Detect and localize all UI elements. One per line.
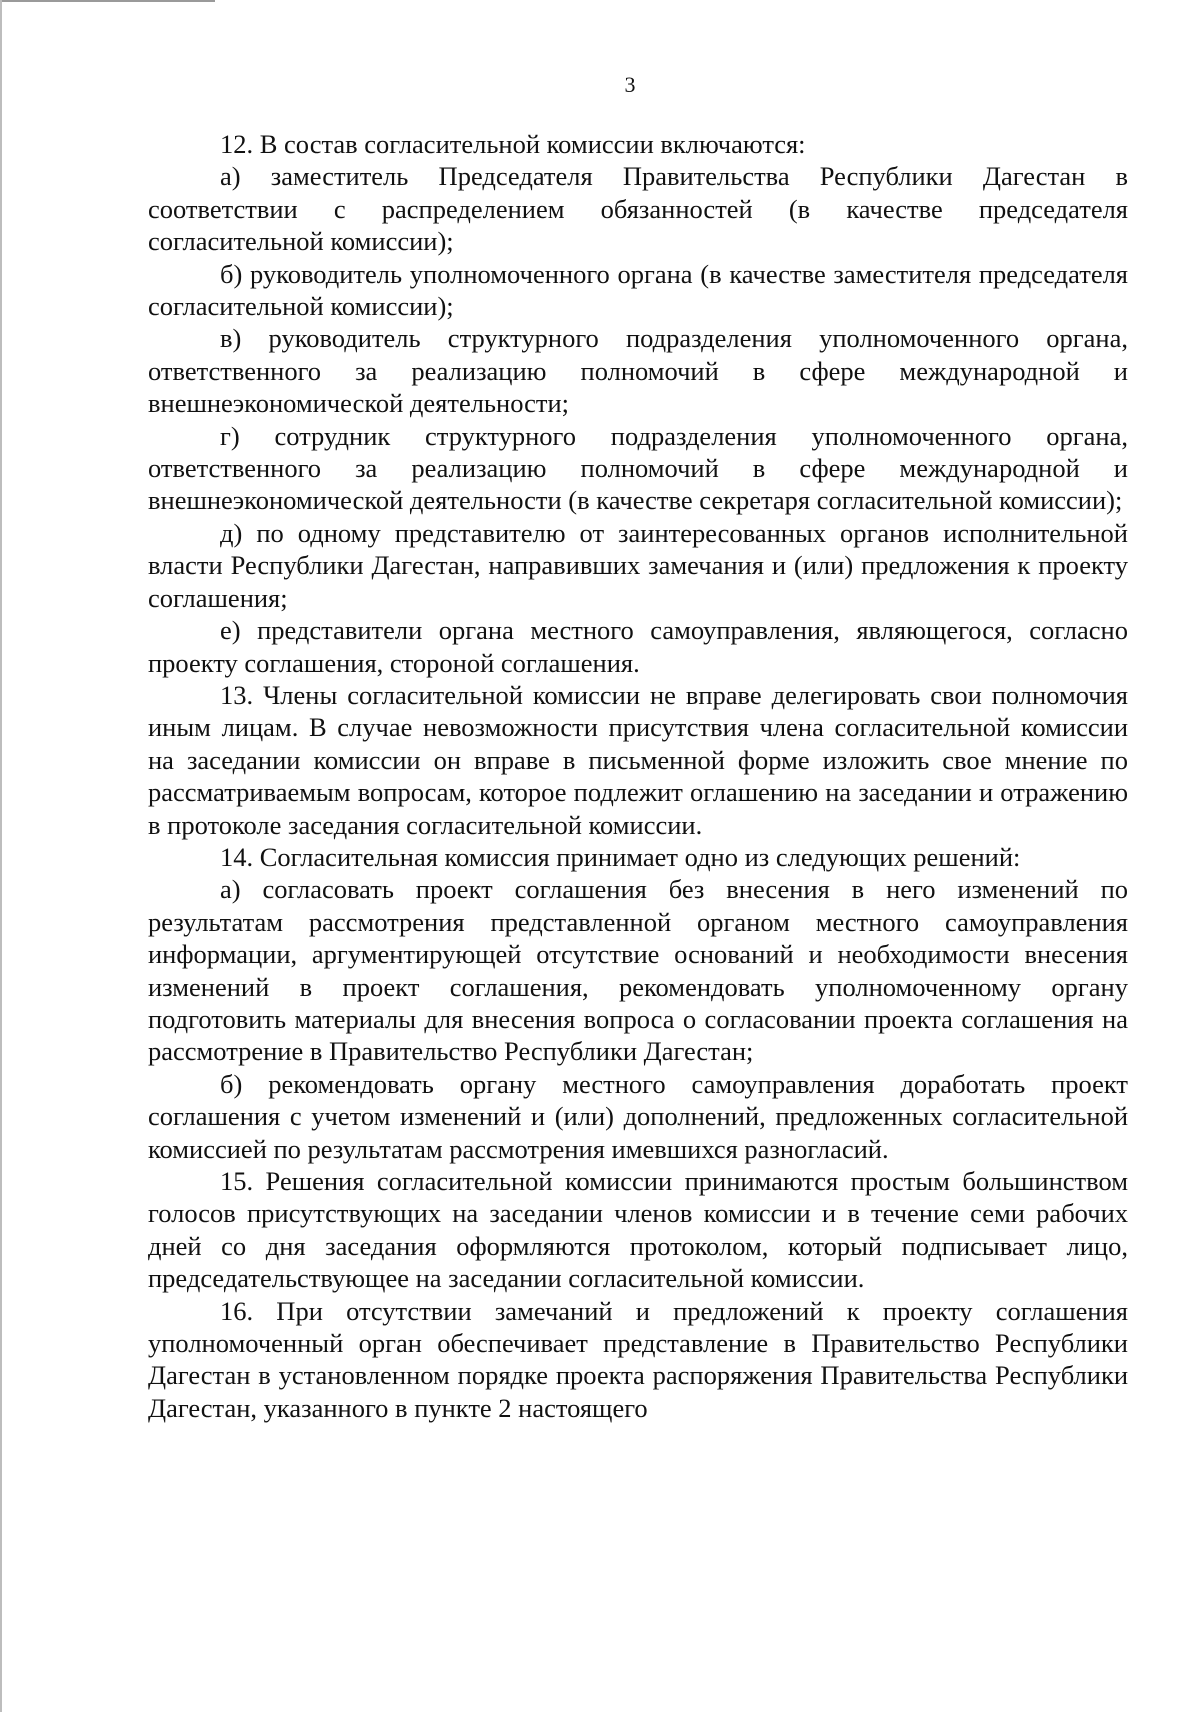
paragraph-13: 13. Члены согласительной комиссии не вправе делегировать свои полномочия иным лицам. В случае невозможности присутствия члена согласительной комиссии на заседании комиссии он вправе в письменной форме изложить свое мнение по рассматриваемым вопросам, которое подлежит оглашению на заседании и отражению в протоколе заседания согласительной комиссии. [148,679,1128,840]
paragraph-14a: а) согласовать проект соглашения без внесения в него изменений по результатам рассмотрения представленной органом местного самоуправления информации, аргументирующей отсутствие оснований и необходимости внесения изменений в проект соглашения, рекомендовать уполномоченному органу подготовить материалы для внесения вопроса о согласовании проекта соглашения на рассмотрение в Правительство Республики Дагестан; [148,874,1128,1067]
paragraph-14b: б) рекомендовать органу местного самоуправления доработать проект соглашения с учетом изменений и (или) дополнений, предложенных согласительной комиссией по результатам рассмотрения имевшихся разногласий. [148,1068,1128,1164]
paragraph-12a: а) заместитель Председателя Правительства Республики Дагестан в соответствии с распределением обязанностей (в качестве председателя согласительной комиссии); [148,161,1128,257]
page-number: 3 [624,72,636,97]
paragraph-12e: е) представители органа местного самоуправления, являющегося, согласно проекту соглашения, стороной соглашения. [148,615,1128,678]
paragraph-14-heading: 14. Согласительная комиссия принимает одно из следующих решений: [220,841,1021,872]
scan-edge-top [0,0,215,2]
paragraph-12d: д) по одному представителю от заинтересованных органов исполнительной власти Республики Дагестан, направивших замечания и (или) предложения к проекту соглашения; [148,517,1128,613]
paragraph-12-heading: 12. В состав согласительной комиссии включаются: [220,129,806,159]
paragraph-12b: б) руководитель уполномоченного органа (в качестве заместителя председателя согласительной комиссии); [148,258,1128,322]
scan-edge-left [0,0,2,1712]
paragraph-16: 16. При отсутствии замечаний и предложений к проекту соглашения уполномоченный орган обеспечивает представление в Правительство Республики Дагестан в установленном порядке проекта распоряжения Правительства Республики Дагестан, указанного в пункте 2 настоящего [148,1295,1128,1423]
paragraph-12g: г) сотрудник структурного подразделения уполномоченного органа, ответственного за реализацию полномочий в сфере международной и внешнеэкономической деятельности (в качестве секретаря согласительной комиссии); [148,420,1128,516]
paragraph-15: 15. Решения согласительной комиссии принимаются простым большинством голосов присутствующих на заседании членов комиссии и в течение семи рабочих дней со дня заседания оформляются протоколом, который подписывает лицо, председательствующее на заседании согласительной комиссии. [148,1166,1128,1294]
paragraph-12v: в) руководитель структурного подразделения уполномоченного органа, ответственного за реализацию полномочий в сфере международной и внешнеэкономической деятельности; [148,323,1128,419]
document-body [148,128,1128,1424]
